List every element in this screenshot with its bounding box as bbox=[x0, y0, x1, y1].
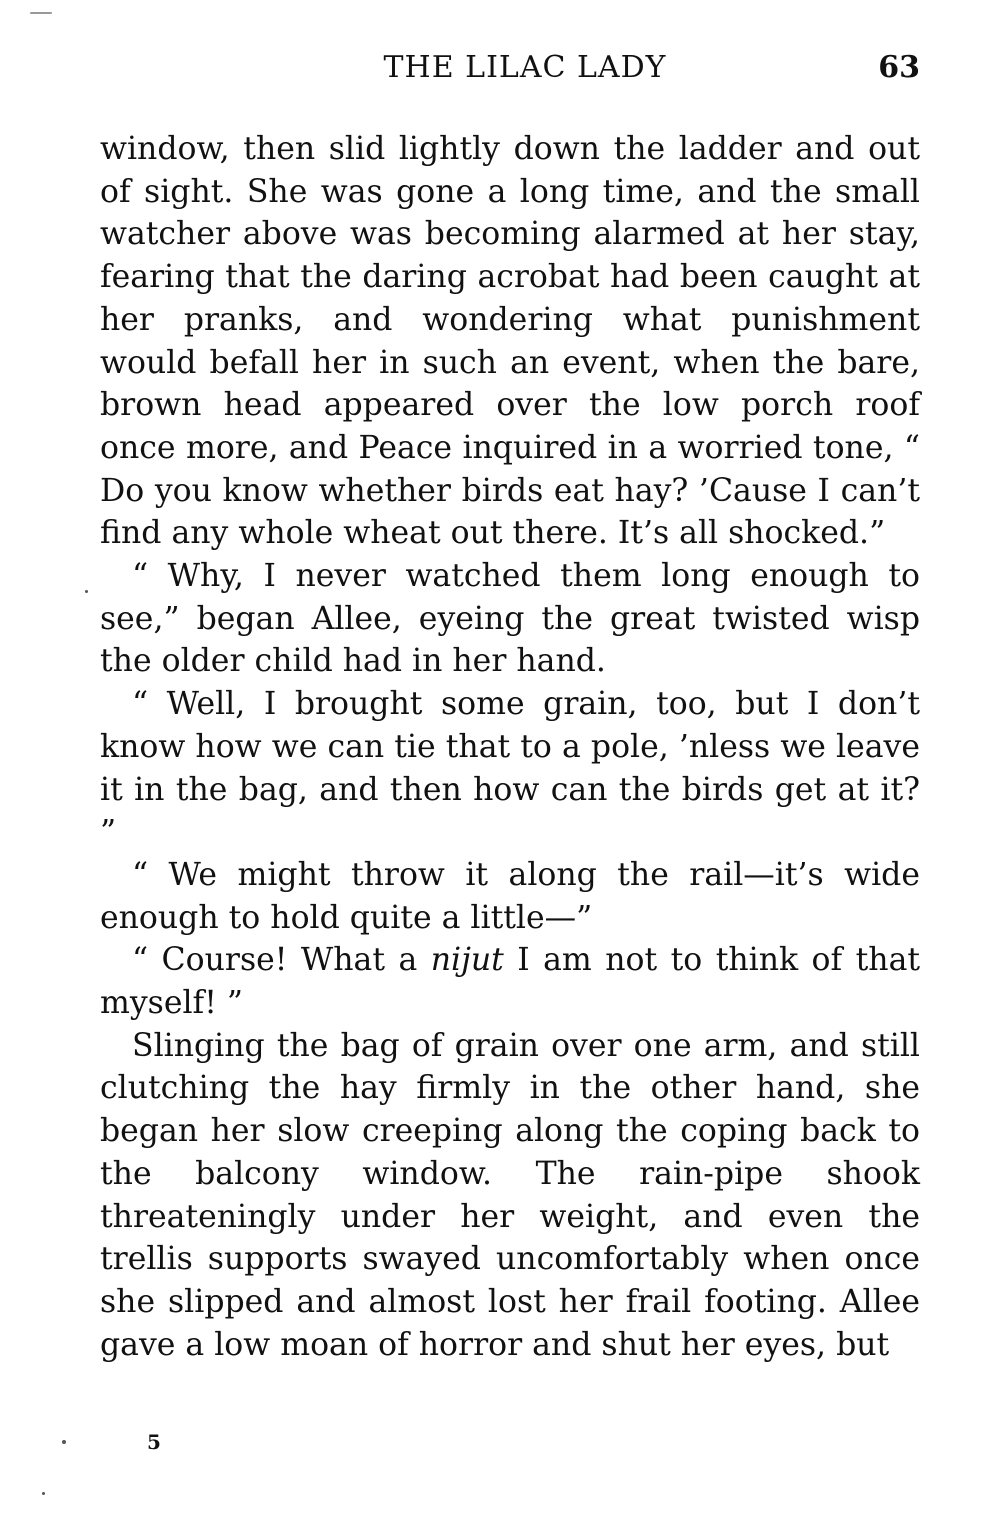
page-number: 63 bbox=[878, 50, 920, 85]
italic-word: nijut bbox=[430, 942, 504, 979]
scan-speck bbox=[62, 1440, 66, 1444]
paragraph-5-start: “ Course! What a bbox=[132, 942, 431, 979]
scan-speck bbox=[85, 590, 88, 593]
page-header bbox=[100, 50, 920, 94]
paragraph-5 bbox=[100, 939, 920, 1024]
scan-speck bbox=[30, 12, 52, 14]
signature-mark: 5 bbox=[147, 1430, 161, 1454]
paragraph-3: “ Well, I brought some grain, too, but I don’t know how we can tie that to a pole, ’nless we leave it in the bag, and then how can the birds get at it? ” bbox=[100, 686, 920, 851]
paragraph-5-end: I am not to think of that myself! ” bbox=[100, 942, 921, 1022]
scan-speck bbox=[42, 1492, 45, 1495]
paragraph-1: window, then slid lightly down the ladder and out of sight. She was gone a long time, and the small watcher above was becoming alarmed at her stay, fearing that the daring acrobat had been caught at her pranks, and wondering what punishment would befall her in such an event, when the bare, brown head appeared over the low porch roof once more, and Peace inquired in a worried tone, “ Do you know whether birds eat hay? ’Cause I can’t find any whole wheat out there. It’s all shocked.” bbox=[100, 131, 920, 552]
body-text bbox=[100, 128, 920, 1366]
paragraph-4: “ We might throw it along the rail—it’s wide enough to hold quite a little—” bbox=[100, 856, 920, 936]
paragraph-6: Slinging the bag of grain over one arm, and still clutching the hay firmly in the other hand, she began her slow creeping along the coping back to the balcony window. The rain-pipe shook threateningly under her weight, and even the trellis supports swayed uncomfortably when once she slipped and almost lost her frail footing. Allee gave a low moan of horror and shut her eyes, but bbox=[100, 1027, 920, 1363]
paragraph-2: “ Why, I never watched them long enough to see,” began Allee, eyeing the great twisted wisp the older child had in her hand. bbox=[100, 558, 920, 680]
running-title: THE LILAC LADY bbox=[383, 50, 667, 85]
